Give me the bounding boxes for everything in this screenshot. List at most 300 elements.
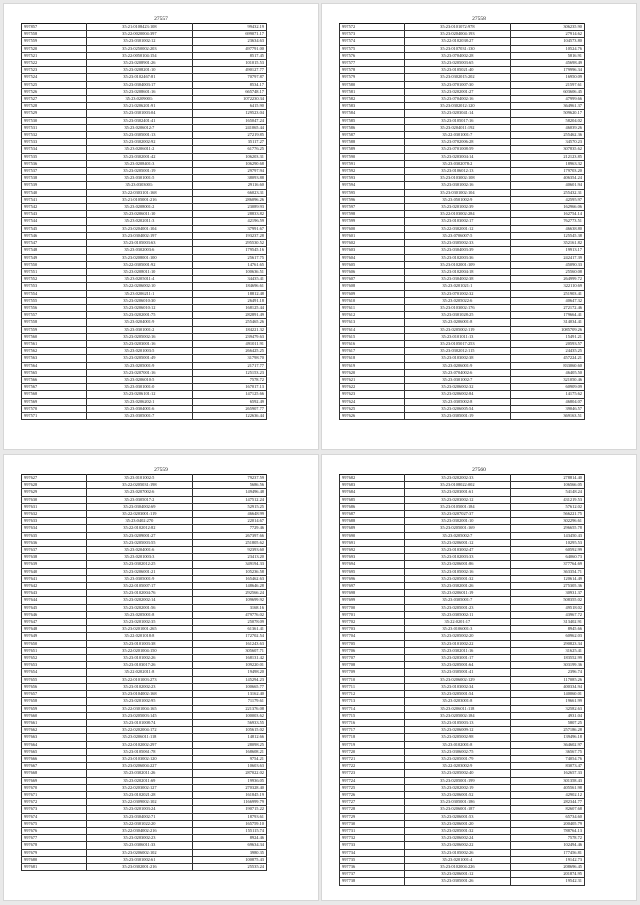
row-id-cell: 997540: [22, 189, 87, 196]
row-coord-cell: 35:23:0205002:119: [404, 326, 510, 333]
row-coord-cell: 35:23:0103017:26: [86, 662, 192, 669]
table-row: [340, 683, 585, 690]
row-value-cell: 307835.62: [511, 146, 585, 153]
row-value-cell: 105615.02: [193, 727, 267, 734]
row-value-cell: 24435.25: [511, 348, 585, 355]
row-coord-cell: 35:23:0208001:100: [86, 254, 192, 261]
row-value-cell: 56933.55: [193, 719, 267, 726]
table-row: [22, 333, 267, 340]
table-row: [22, 719, 267, 726]
row-id-cell: 997656: [22, 683, 87, 690]
row-value-cell: 322110.69: [511, 283, 585, 290]
row-id-cell: 997572: [340, 24, 405, 31]
row-value-cell: 10524.76: [511, 45, 585, 52]
table-row: [22, 168, 267, 175]
row-id-cell: 997577: [340, 60, 405, 67]
row-coord-cell: 35:23:0204011:192: [404, 124, 510, 131]
table-row: [22, 312, 267, 319]
table-row: [22, 583, 267, 590]
row-coord-cell: 35:23:0203002:23: [86, 835, 192, 842]
row-id-cell: 997701: [340, 611, 405, 618]
row-value-cell: 255465.26: [193, 319, 267, 326]
row-id-cell: 997677: [22, 835, 87, 842]
row-id-cell: 997587: [340, 132, 405, 139]
row-id-cell: 997686: [340, 503, 405, 510]
row-coord-cell: 35:23:0205001:64: [404, 662, 510, 669]
row-value-cell: 1166999.79: [193, 799, 267, 806]
row-id-cell: 997713: [340, 698, 405, 705]
row-id-cell: 997570: [22, 405, 87, 412]
row-value-cell: 155115.74: [193, 827, 267, 834]
row-value-cell: 193237.28: [193, 232, 267, 239]
row-id-cell: 997653: [22, 662, 87, 669]
table-row: [340, 38, 585, 45]
row-coord-cell: 35:22:0202004:172: [86, 727, 192, 734]
row-coord-cell: 35:22:0301022:20: [86, 820, 192, 827]
row-value-cell: 22014.67: [193, 518, 267, 525]
table-row: [22, 117, 267, 124]
row-value-cell: 400334.94: [511, 683, 585, 690]
row-value-cell: 100003.62: [193, 712, 267, 719]
row-coord-cell: 35:22:0202011:8: [86, 669, 192, 676]
row-id-cell: 997679: [22, 849, 87, 856]
row-id-cell: 997610: [340, 297, 405, 304]
table-row: [22, 355, 267, 362]
row-value-cell: 305607.71: [193, 647, 267, 654]
row-coord-cell: 35:23:0205022:6: [404, 297, 510, 304]
row-value-cell: 140060.01: [511, 691, 585, 698]
row-coord-cell: 35:23:0301001:0: [86, 384, 192, 391]
row-value-cell: 99432.19: [193, 24, 267, 31]
row-coord-cell: 35:23:0103002:34: [404, 683, 510, 690]
row-id-cell: 997676: [22, 827, 87, 834]
row-value-cell: 23089.93: [193, 204, 267, 211]
row-value-cell: 286096.26: [193, 196, 267, 203]
row-id-cell: 997658: [22, 698, 87, 705]
row-value-cell: 406354.24: [511, 175, 585, 182]
row-coord-cell: 35:23:0302078:2: [404, 160, 510, 167]
table-row: [340, 160, 585, 167]
table-row: [340, 326, 585, 333]
table-row: [22, 304, 267, 311]
row-value-cell: 6415.90: [193, 103, 267, 110]
row-coord-cell: 35:23:0201002:39: [404, 204, 510, 211]
row-value-cell: 349194.33: [193, 561, 267, 568]
table-row: [340, 489, 585, 496]
row-value-cell: 25078.09: [193, 619, 267, 626]
row-id-cell: 997687: [340, 511, 405, 518]
row-id-cell: 997709: [340, 669, 405, 676]
row-value-cell: 23413.20: [193, 554, 267, 561]
row-coord-cell: 35:23:0105002:16: [404, 568, 510, 575]
table-row: [340, 856, 585, 863]
row-id-cell: 997605: [340, 261, 405, 268]
table-row: [340, 547, 585, 554]
row-value-cell: 7578.72: [511, 835, 585, 842]
row-coord-cell: 35:23:0206202:1: [86, 398, 192, 405]
table-row: [22, 369, 267, 376]
row-coord-cell: 35:23:0201003:3: [86, 554, 192, 561]
row-value-cell: 46638.80: [511, 225, 585, 232]
row-value-cell: 100875.43: [193, 856, 267, 863]
row-value-cell: 377764.69: [511, 561, 585, 568]
row-id-cell: 997521: [22, 52, 87, 59]
row-value-cell: 36567.75: [511, 748, 585, 755]
row-id-cell: 997697: [340, 583, 405, 590]
row-coord-cell: 35:23:0205001:19: [86, 168, 192, 175]
row-id-cell: 997554: [22, 290, 87, 297]
row-value-cell: 5807.25: [511, 719, 585, 726]
row-value-cell: 109699.92: [193, 597, 267, 604]
row-coord-cell: 35:23:0706007:5: [404, 232, 510, 239]
page-title: 27557: [154, 16, 168, 22]
table-row: [22, 525, 267, 532]
row-coord-cell: 35:23:0704002:28: [404, 52, 510, 59]
row-value-cell: 239479.63: [193, 333, 267, 340]
row-id-cell: 997685: [340, 496, 405, 503]
table-row: [340, 45, 585, 52]
row-id-cell: 997650: [22, 640, 87, 647]
table-row: [22, 391, 267, 398]
row-id-cell: 997611: [340, 304, 405, 311]
table-row: [340, 348, 585, 355]
row-id-cell: 997670: [22, 784, 87, 791]
row-id-cell: 997562: [22, 348, 87, 355]
row-value-cell: 301358.43: [511, 777, 585, 784]
row-value-cell: 65734.60: [511, 813, 585, 820]
row-id-cell: 997711: [340, 683, 405, 690]
row-coord-cell: 35:23:0205001:8: [86, 611, 192, 618]
row-value-cell: 179664.41: [511, 312, 585, 319]
table-row: [22, 160, 267, 167]
table-row: [22, 640, 267, 647]
table-row: [340, 698, 585, 705]
row-coord-cell: 35:22:0203002:9: [404, 763, 510, 770]
row-value-cell: 66023.31: [193, 189, 267, 196]
table-row: [340, 806, 585, 813]
row-coord-cell: 35:23:0205002:40: [404, 770, 510, 777]
row-id-cell: 997719: [340, 741, 405, 748]
row-value-cell: 762773.51: [511, 218, 585, 225]
table-row: [22, 763, 267, 770]
table-row: [340, 539, 585, 546]
row-coord-cell: 35:23:0305002:8: [404, 398, 510, 405]
row-id-cell: 997620: [340, 369, 405, 376]
row-value-cell: 16950.09: [511, 74, 585, 81]
table-row: [22, 547, 267, 554]
row-value-cell: 19542.31: [511, 878, 585, 885]
row-id-cell: 997631: [22, 503, 87, 510]
row-value-cell: 9754.21: [193, 755, 267, 762]
row-coord-cell: 35:23:0102003:36: [404, 254, 510, 261]
table-row: [22, 770, 267, 777]
row-value-cell: 45698.49: [511, 60, 585, 67]
table-row: [22, 297, 267, 304]
table-row: [340, 583, 585, 590]
table-row: [22, 755, 267, 762]
data-table: [339, 23, 585, 420]
row-coord-cell: 35:23:0206001:9: [404, 362, 510, 369]
row-value-cell: 34435.41: [193, 276, 267, 283]
row-value-cell: 788764.13: [511, 827, 585, 834]
row-coord-cell: 35:23:0305001:7: [86, 412, 192, 419]
row-id-cell: 997642: [22, 583, 87, 590]
table-row: [22, 604, 267, 611]
table-row: [22, 240, 267, 247]
row-coord-cell: 35:23:0201021:1: [404, 283, 510, 290]
row-value-cell: 147125.66: [193, 391, 267, 398]
row-value-cell: 61776.25: [193, 146, 267, 153]
row-value-cell: 101015.53: [193, 60, 267, 67]
table-row: [340, 575, 585, 582]
row-value-cell: 302296.61: [511, 518, 585, 525]
table-row: [340, 225, 585, 232]
row-id-cell: 997586: [340, 124, 405, 131]
row-id-cell: 997561: [22, 340, 87, 347]
table-row: [22, 748, 267, 755]
row-value-cell: 290823.34: [511, 640, 585, 647]
row-id-cell: 997590: [340, 153, 405, 160]
row-id-cell: 997524: [22, 74, 87, 81]
row-value-cell: 1072230.34: [193, 96, 267, 103]
row-id-cell: 997624: [340, 398, 405, 405]
row-coord-cell: 35:23:0205001:32: [404, 575, 510, 582]
row-coord-cell: 35:23:0304003:39: [404, 247, 510, 254]
row-coord-cell: 35:23:0304002:71: [86, 813, 192, 820]
table-row: [22, 669, 267, 676]
table-row: [22, 741, 267, 748]
row-coord-cell: 35:23:0203001:17: [404, 655, 510, 662]
row-coord-cell: 35:23:0301002:61: [86, 856, 192, 863]
row-id-cell: 997705: [340, 640, 405, 647]
row-coord-cell: 35:23:0201001:4: [404, 856, 510, 863]
row-value-cell: 8534.17: [193, 81, 267, 88]
row-coord-cell: 35:23:0305017:2: [86, 496, 192, 503]
row-value-cell: 8517.45: [193, 52, 267, 59]
table-row: [340, 763, 585, 770]
row-coord-cell: 35:23:0103002:17: [404, 218, 510, 225]
row-coord-cell: 35:22:0102002:297: [86, 741, 192, 748]
table-row: [340, 103, 585, 110]
table-row: [22, 827, 267, 834]
row-coord-cell: 35:23:0105003:13: [404, 719, 510, 726]
row-coord-cell: 35:23:0203002:12: [404, 496, 510, 503]
table-row: [22, 319, 267, 326]
table-row: [22, 290, 267, 297]
table-row: [22, 784, 267, 791]
row-value-cell: 49518.02: [511, 604, 585, 611]
table-row: [22, 103, 267, 110]
row-value-cell: 306235.90: [511, 24, 585, 31]
row-value-cell: 43967.72: [511, 611, 585, 618]
row-coord-cell: 35:23:0206011:2: [86, 146, 192, 153]
row-value-cell: 4931.04: [511, 712, 585, 719]
row-id-cell: 997706: [340, 647, 405, 654]
table-row: [340, 74, 585, 81]
table-row: [340, 261, 585, 268]
row-id-cell: 997573: [340, 31, 405, 38]
row-id-cell: 997728: [340, 806, 405, 813]
row-value-cell: 13162.40: [193, 691, 267, 698]
row-coord-cell: 35:23:0205001:49: [86, 355, 192, 362]
row-coord-cell: 35:23:0103002:108: [404, 175, 510, 182]
row-coord-cell: 35:23:0205011:4: [86, 276, 192, 283]
row-id-cell: 997652: [22, 655, 87, 662]
row-value-cell: 364961.37: [511, 103, 585, 110]
row-coord-cell: 35:23:0206011:118: [404, 705, 510, 712]
row-coord-cell: 35:23:0305002:33: [404, 240, 510, 247]
row-value-cell: 145294.23: [193, 676, 267, 683]
row-id-cell: 997544: [22, 218, 87, 225]
row-value-cell: 296655.78: [511, 525, 585, 532]
row-id-cell: 997723: [340, 770, 405, 777]
table-row: [22, 662, 267, 669]
row-coord-cell: 35:23:0304002:38: [404, 276, 510, 283]
row-id-cell: 997568: [22, 391, 87, 398]
row-value-cell: 10295.53: [511, 539, 585, 546]
row-coord-cell: 35:23:0206211:1: [86, 290, 192, 297]
table-row: [22, 655, 267, 662]
row-id-cell: 997733: [340, 842, 405, 849]
table-row: [22, 232, 267, 239]
row-value-cell: 201874.95: [511, 871, 585, 878]
table-row: [340, 820, 585, 827]
row-id-cell: 997644: [22, 597, 87, 604]
row-coord-cell: 35:22:0301004:165: [86, 705, 192, 712]
row-value-cell: 18963.32: [511, 160, 585, 167]
row-coord-cell: 35:23:0305001:19: [404, 412, 510, 419]
row-coord-cell: 35:23:0103002:47: [404, 547, 510, 554]
row-coord-cell: 35:23:0203041:14: [404, 110, 510, 117]
row-value-cell: 255462.36: [511, 132, 585, 139]
row-value-cell: 125153.23: [193, 369, 267, 376]
row-id-cell: 997617: [340, 348, 405, 355]
row-coord-cell: 35:23:0301001:5: [86, 175, 192, 182]
row-id-cell: 997699: [340, 597, 405, 604]
row-value-cell: 18793.61: [193, 813, 267, 820]
row-coord-cell: 35:23:0702006:28: [404, 139, 510, 146]
row-coord-cell: 35:22:0102012:82: [86, 525, 192, 532]
row-id-cell: 997639: [22, 561, 87, 568]
row-id-cell: 997530: [22, 117, 87, 124]
row-value-cell: 431219.53: [511, 496, 585, 503]
row-id-cell: 997582: [340, 96, 405, 103]
table-row: [340, 734, 585, 741]
table-row: [340, 863, 585, 870]
table-row: [22, 698, 267, 705]
row-value-cell: 23634.63: [193, 38, 267, 45]
row-value-cell: 31625.41: [511, 647, 585, 654]
row-id-cell: 997558: [22, 319, 87, 326]
row-id-cell: 997595: [340, 189, 405, 196]
row-id-cell: 997721: [340, 755, 405, 762]
table-row: [340, 398, 585, 405]
row-coord-cell: 35:23:0304003:17: [86, 81, 192, 88]
row-value-cell: 79237.59: [193, 475, 267, 482]
table-row: [22, 813, 267, 820]
row-id-cell: 997661: [22, 719, 87, 726]
row-value-cell: 37991.67: [193, 225, 267, 232]
row-coord-cell: 35:23:0203001:61: [404, 489, 510, 496]
row-value-cell: 8924.46: [193, 835, 267, 842]
row-id-cell: 997671: [22, 791, 87, 798]
table-row: [340, 784, 585, 791]
row-coord-cell: 35:22:0203001:119: [86, 511, 192, 518]
data-table: [21, 23, 267, 420]
row-value-cell: 42595.97: [511, 196, 585, 203]
row-id-cell: 997541: [22, 196, 87, 203]
row-coord-cell: 35:23:0304002:69: [86, 503, 192, 510]
row-coord-cell: 35:23:0301002:104: [404, 189, 510, 196]
table-row: [22, 88, 267, 95]
row-id-cell: 997598: [340, 211, 405, 218]
row-id-cell: 997596: [340, 196, 405, 203]
row-id-cell: 997566: [22, 376, 87, 383]
table-row: [22, 611, 267, 618]
row-coord-cell: 35:23:0305002:11: [404, 611, 510, 618]
row-id-cell: 997673: [22, 806, 87, 813]
row-id-cell: 997576: [340, 52, 405, 59]
row-value-cell: 74054.76: [511, 755, 585, 762]
document-page: [322, 4, 636, 449]
row-coord-cell: 35:23:0205001:169: [404, 525, 510, 532]
row-coord-cell: 35:23:0302001:42: [86, 153, 192, 160]
row-value-cell: 109220.01: [193, 662, 267, 669]
row-value-cell: 295530.52: [193, 240, 267, 247]
row-coord-cell: 35:23:0102002:23: [86, 683, 192, 690]
row-value-cell: 31798.70: [193, 355, 267, 362]
row-id-cell: 997629: [22, 489, 87, 496]
row-value-cell: 3980.35: [193, 849, 267, 856]
row-coord-cell: 35:23:0301002:12: [86, 38, 192, 45]
row-value-cell: 64060.73: [511, 554, 585, 561]
row-id-cell: 997716: [340, 719, 405, 726]
table-row: [340, 532, 585, 539]
row-coord-cell: 35:23:0304001:6: [86, 405, 192, 412]
row-id-cell: 997575: [340, 45, 405, 52]
row-coord-cell: 35:23:0101002:22: [404, 640, 510, 647]
row-coord-cell: 35:23:0208201:10: [86, 67, 192, 74]
row-id-cell: 997584: [340, 110, 405, 117]
row-value-cell: 60962.03: [511, 633, 585, 640]
row-value-cell: 833060.60: [511, 362, 585, 369]
row-id-cell: 997533: [22, 139, 87, 146]
row-id-cell: 997564: [22, 362, 87, 369]
document-page: [4, 4, 318, 449]
row-coord-cell: 35:23:0304002:197: [86, 232, 192, 239]
table-row: [22, 496, 267, 503]
row-value-cell: 27914.62: [511, 31, 585, 38]
row-id-cell: 997649: [22, 633, 87, 640]
table-row: [340, 842, 585, 849]
row-coord-cell: 35:23:0105002:26: [404, 849, 510, 856]
row-coord-cell: 35:23:0202001:56: [86, 604, 192, 611]
table-row: [22, 196, 267, 203]
row-value-cell: 190715.22: [193, 806, 267, 813]
row-coord-cell: 35:23:0303001:: [86, 182, 192, 189]
row-id-cell: 997688: [340, 518, 405, 525]
table-row: [340, 391, 585, 398]
row-value-cell: 179545.16: [193, 247, 267, 254]
row-value-cell: 165462.63: [193, 575, 267, 582]
row-value-cell: 172702.54: [193, 633, 267, 640]
row-id-cell: 997601: [340, 232, 405, 239]
table-row: [340, 647, 585, 654]
row-value-cell: 3168.16: [193, 604, 267, 611]
row-id-cell: 997715: [340, 712, 405, 719]
row-id-cell: 997522: [22, 60, 87, 67]
table-row: [22, 633, 267, 640]
